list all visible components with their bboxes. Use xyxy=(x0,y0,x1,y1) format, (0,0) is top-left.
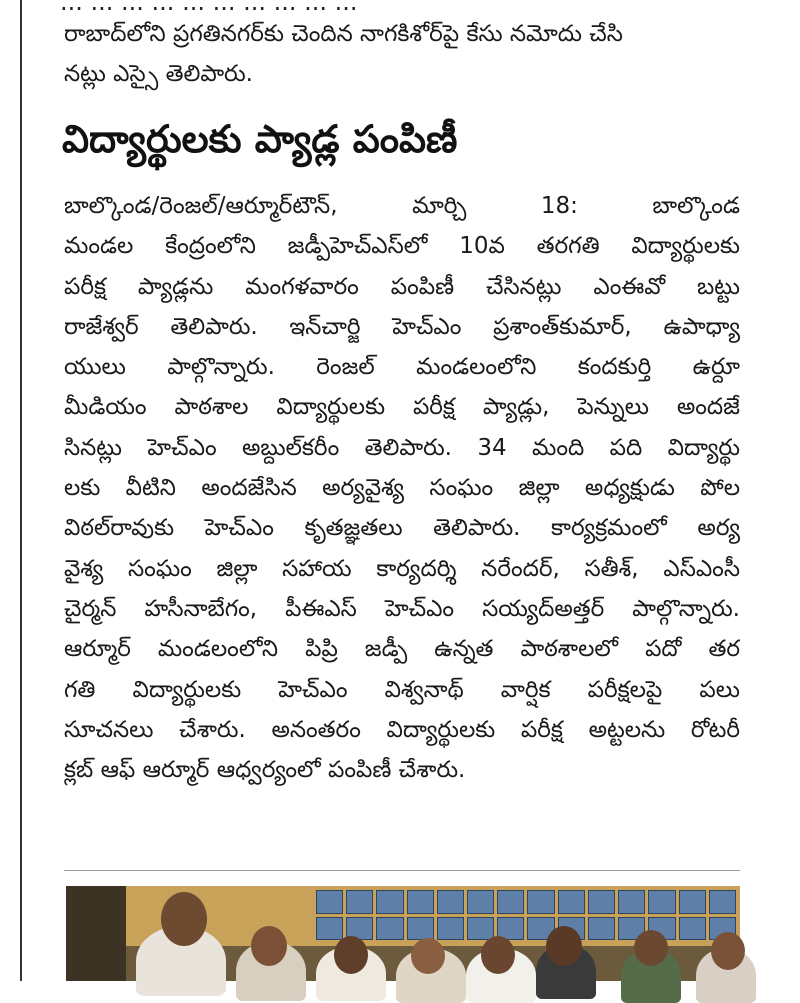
portrait-frame xyxy=(407,917,434,941)
portrait-frame xyxy=(437,890,464,914)
portrait-frame xyxy=(709,890,736,914)
person-head xyxy=(711,932,745,970)
portrait-frame xyxy=(316,890,343,914)
portrait-frame xyxy=(558,890,585,914)
article-line: ఆర్మూర్ మండలంలోని పిప్రి జడ్పీ ఉన్నత పాఠశాలలో పదో తర xyxy=(64,636,740,663)
photo-left-shadow xyxy=(66,886,126,981)
article-line: సూచనలు చేశారు. అనంతరం విద్యార్థులకు పరీక్ష అట్టలను రోటరీ xyxy=(64,716,740,743)
portrait-frame xyxy=(648,890,675,914)
article-line: క్లబ్ ఆఫ్ ఆర్మూర్ ఆధ్వర్యంలో పంపిణీ చేశారు. xyxy=(64,757,466,784)
article-line: చైర్మన్ హసీనాబేగం, పీఈఎస్ హెచ్‌ఎం సయ్యద్‌అత్తర్ పాల్గొన్నారు. xyxy=(64,595,740,622)
portrait-frame xyxy=(467,917,494,941)
portrait-frame xyxy=(497,890,524,914)
article-line: లకు వీటిని అందజేసిన అర్యవైశ్య సంఘం జిల్లా అధ్యక్షుడు పోల xyxy=(64,475,740,502)
article-divider xyxy=(64,870,740,871)
wall-portrait-frames xyxy=(316,890,736,940)
person-head xyxy=(481,936,515,974)
article-line: మండల కేంద్రంలోని జడ్పీహెచ్‌ఎస్‌లో 10వ తరగతి విద్యార్థులకు xyxy=(64,233,740,260)
column-rule xyxy=(20,0,22,981)
portrait-frame xyxy=(376,917,403,941)
article-line: విఠల్‌రావుకు హెచ్‌ఎం కృతజ్ఞతలు తెలిపారు. కార్యక్రమంలో అర్య xyxy=(64,515,740,542)
portrait-frame xyxy=(679,890,706,914)
article-headline: విద్యార్థులకు ప్యాడ్ల పంపిణీ xyxy=(62,117,458,161)
person-head xyxy=(251,926,287,966)
article-line: సినట్లు హెచ్‌ఎం అబ్దుల్‌కరీం తెలిపారు. 34 మంది పది విద్యార్థు xyxy=(64,434,740,461)
person-head xyxy=(411,938,445,974)
portrait-frame xyxy=(437,917,464,941)
portrait-frame xyxy=(346,890,373,914)
portrait-frame xyxy=(618,890,645,914)
person-head xyxy=(334,936,368,974)
previous-article-line: రాబాద్‌లోని ప్రగతినగర్‌కు చెందిన నాగకిశోర్‌పై కేసు నమోదు చేసి xyxy=(64,21,623,47)
article-line: బాల్కొండ/రెంజల్/ఆర్మూర్‌టౌన్, మార్చి 18: బాల్కొండ xyxy=(64,193,740,219)
cut-off-text-line: ... ... ... ... ... ... ... ... ... ... xyxy=(60,0,358,16)
article-body xyxy=(64,186,740,790)
portrait-frame xyxy=(679,917,706,941)
portrait-frame xyxy=(467,890,494,914)
event-photo xyxy=(66,886,740,981)
previous-article-line: నట్లు ఎస్సై తెలిపారు. xyxy=(64,61,253,87)
article-line: వైశ్య సంఘం జిల్లా సహాయ కార్యదర్శి నరేందర్, సతీశ్, ఎస్‌ఎంసీ xyxy=(64,555,740,582)
article-line: మీడియం పాఠశాల విద్యార్థులకు పరీక్ష ప్యాడ్లు, పెన్నులు అందజే xyxy=(64,394,740,421)
person-head xyxy=(634,930,668,966)
person-head xyxy=(161,892,207,946)
portrait-frame xyxy=(316,917,343,941)
portrait-frame xyxy=(527,890,554,914)
portrait-frame xyxy=(588,917,615,941)
article-line: పరీక్ష ప్యాడ్లను మంగళవారం పంపిణీ చేసినట్లు ఎంఈవో బట్టు xyxy=(64,273,740,300)
article-line: గతి విద్యార్థులకు హెచ్‌ఎం విశ్వనాథ్ వార్షిక పరీక్షలపై పలు xyxy=(64,676,740,703)
person-head xyxy=(546,926,582,966)
article-line: యులు పాల్గొన్నారు. రెంజల్ మండలంలోని కందకుర్తి ఉర్దూ xyxy=(64,354,740,381)
previous-article-end xyxy=(64,14,740,94)
portrait-frame xyxy=(407,890,434,914)
portrait-frame xyxy=(588,890,615,914)
article-line: రాజేశ్వర్ తెలిపారు. ఇన్‌చార్జి హెచ్‌ఎం ప్రశాంత్‌కుమార్, ఉపాధ్యా xyxy=(64,313,740,340)
portrait-frame xyxy=(376,890,403,914)
